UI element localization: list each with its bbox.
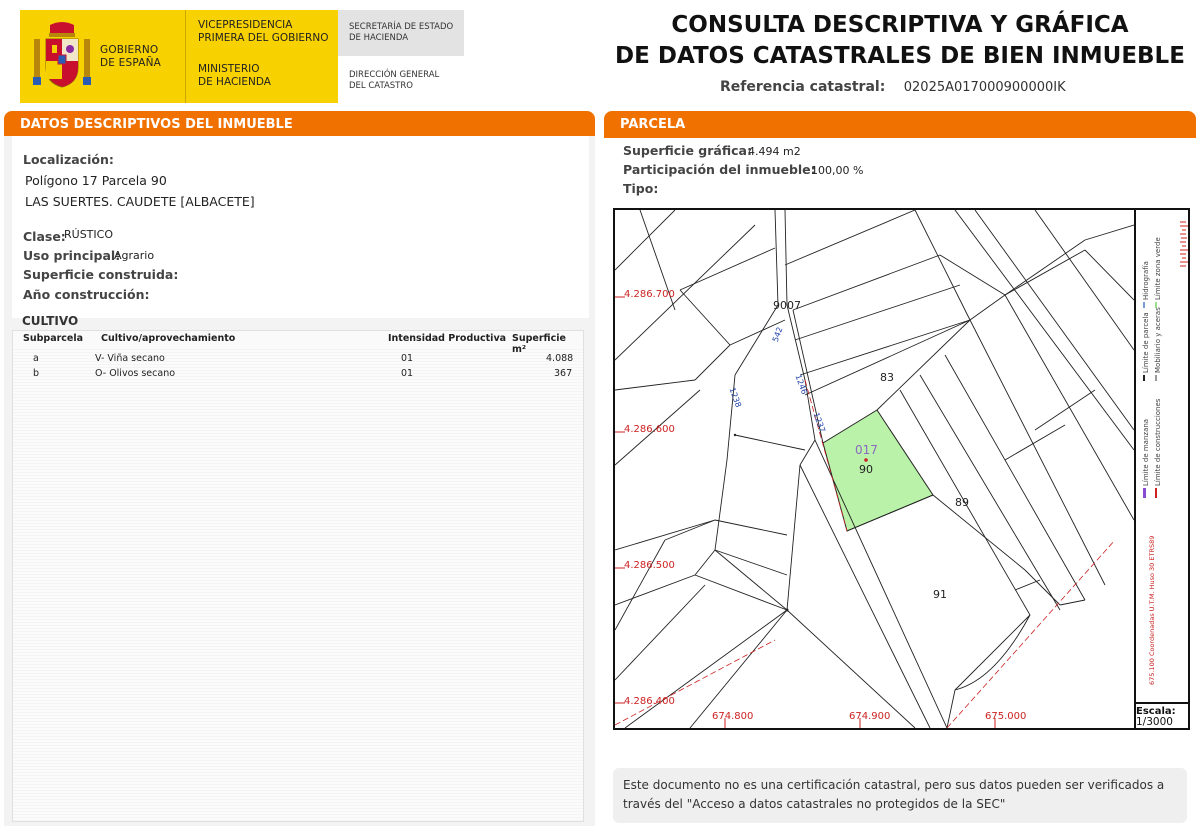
row-intensidad: 01 <box>401 368 414 379</box>
cadastral-map[interactable] <box>613 208 1190 730</box>
parcel-label: 9007 <box>773 299 801 312</box>
parcel-90-shape <box>823 410 933 531</box>
sup-grafica-label: Superficie gráfica: <box>623 143 752 158</box>
legend-zona-verde: Límite zona verde <box>1154 237 1162 300</box>
road-label: 542 <box>770 325 785 344</box>
y-label-1: 4.286.700 <box>624 289 675 300</box>
row-sub: b <box>33 368 40 379</box>
parcel-label: 89 <box>955 496 969 509</box>
parcel-label: 90 <box>859 463 873 476</box>
th-superficie: Superficie m² <box>512 333 566 355</box>
vice-line2: PRIMERA DEL GOBIERNO <box>198 32 329 44</box>
loc-line2: LAS SUERTES. CAUDETE [ALBACETE] <box>25 194 255 209</box>
uso-label: Uso principal: <box>23 248 121 263</box>
road-label: 1238 <box>727 386 743 409</box>
y-label-4: 4.286.400 <box>624 696 675 707</box>
min-line1: MINISTERIO <box>198 63 260 75</box>
tipo-label: Tipo: <box>623 181 659 196</box>
legend-hidrografia: Hidrografía <box>1142 261 1150 300</box>
table-header <box>13 331 583 355</box>
x-label-3: 675.000 <box>985 711 1027 722</box>
sup-construida-label: Superficie construida: <box>23 267 179 282</box>
gov-brand <box>20 10 185 103</box>
sec-line2: DE HACIENDA <box>349 33 409 43</box>
vice-line1: VICEPRESIDENCIA <box>198 19 293 31</box>
min-line2: DE HACIENDA <box>198 76 271 88</box>
section-datos-descriptivos: DATOS DESCRIPTIVOS DEL INMUEBLE <box>4 111 595 138</box>
dg-line2: DEL CATASTRO <box>349 81 413 91</box>
row-sub: a <box>33 353 39 364</box>
row-cultivo: V- Viña secano <box>95 353 165 364</box>
poligono-label: 017 <box>855 443 878 457</box>
parcel-label: 83 <box>880 371 894 384</box>
anio-label: Año construcción: <box>23 287 150 302</box>
footer-line1: Este documento no es una certificación catastral, pero sus datos pueden ser verificados a <box>623 778 1165 792</box>
coat-of-arms-icon <box>32 21 92 93</box>
escala-box <box>1134 702 1190 704</box>
row-superficie: 4.088 <box>546 353 574 364</box>
cultivo-title: CULTIVO <box>22 314 79 328</box>
y-label-2: 4.286.600 <box>624 424 675 435</box>
referencia-catastral <box>720 79 1066 95</box>
footer-line2: través del "Acceso a datos catastrales no protegidos de la SEC" <box>623 797 1006 811</box>
gov-name <box>100 44 161 70</box>
x-label-1: 674.800 <box>712 711 754 722</box>
legend-mobiliario: Mobiliario y aceras <box>1154 307 1162 373</box>
title-line2: DE DATOS CATASTRALES DE BIEN INMUEBLE <box>615 43 1185 69</box>
uso-value: Agrario <box>114 249 155 262</box>
ref-label: Referencia catastral: <box>720 79 886 95</box>
government-logo <box>20 10 338 103</box>
participacion-label: Participación del inmueble: <box>623 162 816 177</box>
th-cultivo: Cultivo/aprovechamiento <box>101 333 236 344</box>
x-label-2: 674.900 <box>849 711 891 722</box>
section-parcela: PARCELA <box>604 111 1196 138</box>
gov-line1: GOBIERNO <box>100 43 159 56</box>
legend-construcciones: Límite de construcciones <box>1154 398 1162 486</box>
document-title <box>600 10 1200 72</box>
parcel-label: 91 <box>933 588 947 601</box>
ministry-brand <box>185 10 338 103</box>
map-drawing <box>615 210 1134 728</box>
th-subparcela: Subparcela <box>23 333 84 344</box>
th-intensidad: Intensidad Productiva <box>388 333 507 344</box>
row-intensidad: 01 <box>401 353 414 364</box>
clase-label: Clase: <box>23 229 66 244</box>
parcel-center-dot <box>864 458 868 462</box>
loc-label: Localización: <box>23 152 114 167</box>
title-line1: CONSULTA DESCRIPTIVA Y GRÁFICA <box>671 12 1129 38</box>
escala-label: Escala: <box>1136 706 1176 717</box>
row-superficie: 367 <box>554 368 573 379</box>
secretaria-block <box>338 10 464 56</box>
road-label: 1246 <box>793 373 809 396</box>
loc-line1: Polígono 17 Parcela 90 <box>25 173 167 188</box>
escala <box>1136 706 1176 728</box>
gov-line2: DE ESPAÑA <box>100 56 162 69</box>
legend-manzana: Límite de manzana <box>1142 418 1150 486</box>
ref-value: 02025A017000900000IK <box>903 80 1066 95</box>
row-cultivo: O- Olivos secano <box>95 368 176 379</box>
y-label-3: 4.286.500 <box>624 560 675 571</box>
road-label: 1237 <box>811 411 827 434</box>
map-legend <box>1134 210 1190 728</box>
legend-coordenadas: 675.100 Coordenadas U.T.M. Huso 30 ETRS89 <box>1148 535 1156 685</box>
sec-line1: SECRETARÍA DE ESTADO <box>349 22 454 32</box>
clase-value: RÚSTICO <box>64 228 113 241</box>
escala-value: 1/3000 <box>1136 716 1173 728</box>
dg-line1: DIRECCIÓN GENERAL <box>349 70 440 80</box>
cultivo-table <box>12 330 584 822</box>
direccion-block <box>349 70 439 92</box>
participacion-value: 100,00 % <box>811 164 864 177</box>
legend-parcela: Límite de parcela <box>1142 312 1150 373</box>
footer-note <box>613 768 1187 823</box>
sup-grafica-value: 4.494 m2 <box>748 145 801 158</box>
